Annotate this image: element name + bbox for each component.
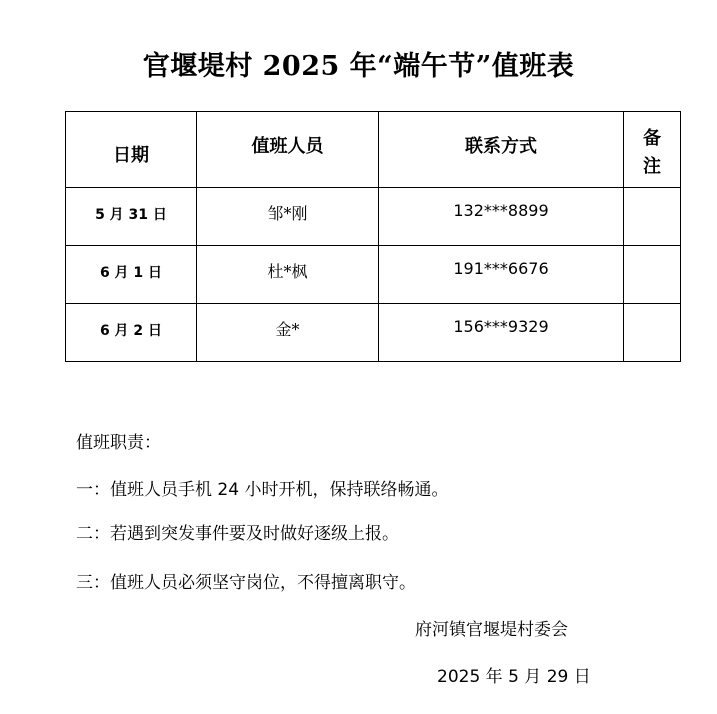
header-staff: 值班人员 — [197, 112, 379, 188]
row-date: 6 月 2 日 — [66, 304, 197, 362]
row-date: 6 月 1 日 — [66, 246, 197, 304]
row-phone: 156***9329 — [379, 304, 624, 362]
duty-roster-table — [65, 111, 681, 362]
duty-item: 二：若遇到突发事件要及时做好逐级上报。 — [76, 524, 399, 544]
signature-organization: 府河镇官堰堤村委会 — [415, 620, 568, 640]
table-row — [66, 188, 681, 246]
header-remark — [624, 112, 681, 188]
row-staff-name: 金* — [197, 304, 379, 362]
row-remark — [624, 246, 681, 304]
row-remark — [624, 188, 681, 246]
table-row — [66, 304, 681, 362]
header-contact: 联系方式 — [379, 112, 624, 188]
row-staff-name: 邹*刚 — [197, 188, 379, 246]
row-remark — [624, 304, 681, 362]
duties-heading: 值班职责： — [76, 433, 161, 453]
header-date: 日期 — [66, 112, 197, 188]
document-title: 官堰堤村 2025 年“端午节”值班表 — [142, 51, 575, 82]
table-header-row — [66, 112, 681, 188]
row-staff-name: 杜*枫 — [197, 246, 379, 304]
row-phone: 191***6676 — [379, 246, 624, 304]
table-row — [66, 246, 681, 304]
header-remark-line2: 注 — [643, 155, 661, 177]
row-date: 5 月 31 日 — [66, 188, 197, 246]
duty-item: 三：值班人员必须坚守岗位，不得擅离职守。 — [76, 573, 416, 593]
signature-date: 2025 年 5 月 29 日 — [437, 667, 591, 687]
header-remark-line1: 备 — [643, 127, 661, 149]
duty-item: 一：值班人员手机 24 小时开机，保持联络畅通。 — [76, 480, 449, 500]
row-phone: 132***8899 — [379, 188, 624, 246]
